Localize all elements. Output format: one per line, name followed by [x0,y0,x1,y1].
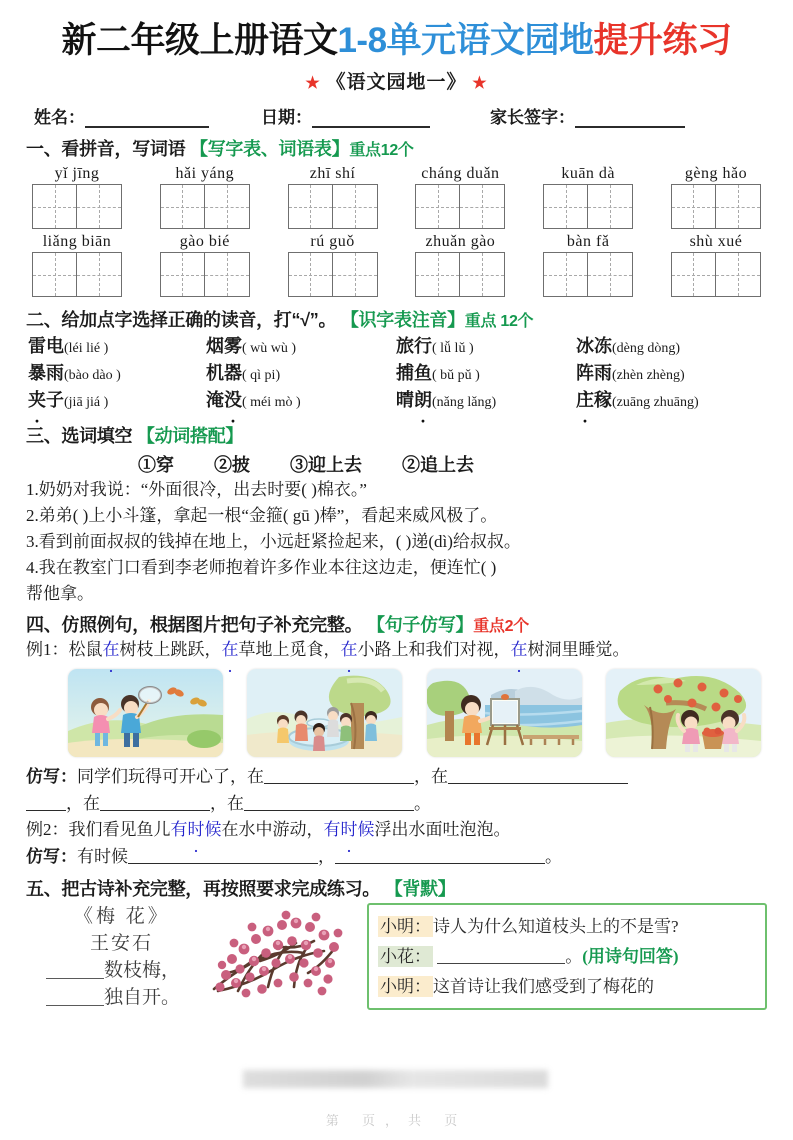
word-options-list [26,451,767,477]
section-4-tag-extra: 重点2个 [473,618,529,635]
date-label: 日期： [261,108,312,127]
pinyin-text: liǎng biān [42,233,112,250]
write-1-connector: ，在 [210,794,244,813]
choice-item[interactable] [28,388,206,415]
pinyin-cell [543,165,633,229]
section-1-tag-extra: 重点12个 [349,142,414,159]
section-5-heading [26,875,767,901]
worksheet-page [0,18,793,1140]
dotted-char: 冻 [594,336,612,356]
example-2-seg: 浮出水面吐泡泡。 [374,820,511,839]
pinyin-options: (dèng dòng) [612,341,681,356]
name-input-line[interactable] [85,111,209,128]
pinyin-cell [288,165,378,229]
pinyin-cell [160,165,250,229]
pinyin-row-2 [26,233,767,297]
pinyin-cell [32,165,122,229]
write-2-period: 。 [545,847,562,866]
pinyin-cell [32,233,122,297]
section-4-title: 四、仿照例句，根据图片把句子补充完整。 [26,615,363,635]
section-3-title: 三、选词填空 [26,426,133,446]
poem-line-2[interactable] [46,984,196,1011]
example-1-seg: 树洞里睡觉。 [527,640,630,659]
dialog-line-3 [378,972,756,1002]
signature-field-group [490,103,685,128]
title-part-2: 1-8单元语文园地 [337,21,594,60]
pinyin-text: zhuǎn gào [425,233,496,250]
pinyin-cell [415,233,505,297]
pinyin-text: cháng duǎn [421,165,500,182]
pinyin-text: gào bié [179,233,230,250]
pinyin-text: hǎi yáng [175,165,235,182]
title-part-3: 提升练习 [593,21,732,60]
student-info-row [26,103,767,128]
char-rest: 雨 [594,363,612,383]
pinyin-text: shù xué [689,233,743,250]
pinyin-options: (zhèn zhèng) [612,368,685,383]
write-2-label: 仿写： [26,847,77,866]
title-part-1: 新二年级上册语文 [61,21,338,60]
write-1-line-b [26,790,767,817]
dotted-char: 旅 [396,336,414,356]
choice-item[interactable] [206,361,396,388]
keyword-zai: 在 [102,640,120,659]
word-option[interactable]: ②追上去 [402,455,474,475]
choice-item[interactable] [576,388,699,415]
fill-question[interactable]: 4.我在教室门口看到李老师抱着许多作业本往这边走，便连忙( ) [26,558,497,577]
write-1-connector: ，在 [414,767,448,786]
dialog-box [367,903,767,1010]
pinyin-text: gèng hǎo [684,165,748,182]
choice-row [26,388,767,415]
dialog-note: (用诗句回答) [582,947,679,966]
keyword-youshihou: 有时候 [170,820,222,839]
section-4-heading [26,611,767,637]
speaker-name: 小花： [380,947,431,966]
dialog-line-2 [378,942,756,972]
picture-girls-picking-apples [606,669,761,757]
dotted-char: 阵 [576,363,594,383]
choice-item[interactable] [28,361,206,388]
pinyin-cell [160,233,250,297]
dotted-char: 雷 [28,336,46,356]
page-footer: 第 页，共 页 [325,1113,468,1128]
pinyin-text: yǐ jīng [54,165,100,182]
example-1-label: 例1： [26,640,69,659]
example-1-seg: 草地上觅食， [238,640,341,659]
signature-input-line[interactable] [575,111,685,128]
fill-question[interactable]: 3.看到前面叔叔的钱掉在地上，小远赶紧捡起来，( )递(dì)给叔叔。 [26,532,521,551]
speaker-name: 小明： [380,977,431,996]
fill-question[interactable]: 2.弟弟( )上小斗篷，拿起一根“金箍( gū )棒”，看起来威风极了。 [26,506,498,525]
choice-item[interactable] [396,361,576,388]
example-2-seg: 我们看见鱼儿 [68,820,171,839]
write-1-connector: ，在 [66,794,100,813]
char-first: 冰 [576,336,594,356]
picture-kids-at-fountain [247,669,402,757]
char-first: 淹 [206,390,224,410]
tianzige-grid[interactable] [160,184,250,229]
keyword-zai: 在 [510,640,528,659]
pinyin-options: (zuāng zhuāng) [612,395,699,410]
poem-blank[interactable] [46,987,104,1006]
section-1-title: 一、看拼音，写词语 [26,139,186,159]
speaker-name: 小明： [380,917,431,936]
tianzige-grid[interactable] [543,252,633,297]
poem-line-2-text: 独自开。 [104,987,181,1008]
picture-kids-catching-butterflies [68,669,223,757]
dotted-char: 器 [224,363,242,383]
dotted-char: 没 [224,390,242,410]
write-1-period: 。 [414,794,431,813]
tianzige-grid[interactable] [160,252,250,297]
pinyin-cell [543,233,633,297]
name-label: 姓名： [34,108,85,127]
tianzige-grid[interactable] [288,252,378,297]
choice-item[interactable] [576,334,680,361]
blurred-watermark-bar [243,1070,548,1088]
pinyin-text: kuān dà [561,165,616,182]
dialog-line-1 [378,912,756,942]
pinyin-options: ( méi mò ) [242,395,301,410]
char-rest: 雨 [46,363,64,383]
example-1-seg: 松鼠 [68,640,103,659]
example-1-seg: 小路上和我们对视， [357,640,511,659]
choice-item[interactable] [396,388,576,415]
char-rest: 鱼 [414,363,432,383]
tianzige-grid[interactable] [32,252,122,297]
tianzige-grid[interactable] [543,184,633,229]
example-2-label: 例2： [26,820,69,839]
dialog-answer-blank[interactable] [437,947,565,964]
keyword-zai: 在 [221,640,239,659]
signature-label: 家长签字： [490,108,575,127]
picture-plum-blossom-branch [198,903,353,1008]
tianzige-grid[interactable] [288,184,378,229]
illustration-row [68,669,761,757]
pinyin-options: ( wù wù ) [242,341,297,356]
write-1-blank[interactable] [448,767,628,784]
char-rest: 电 [46,336,64,356]
dialog-text: 这首诗让我们感受到了梅花的 [433,977,654,996]
poem-author: 王安石 [90,933,154,954]
choice-item[interactable] [28,334,206,361]
section-2-tag-extra: 重点 12个 [464,313,534,330]
pinyin-choice-table [26,334,767,415]
poem-line-1[interactable] [46,957,196,984]
pinyin-text: rú guǒ [310,233,355,250]
dotted-char: 暴 [28,363,46,383]
char-first: 晴 [396,390,414,410]
poem-and-dialog-area [26,903,767,1011]
example-2 [26,817,767,843]
dialog-text: 诗人为什么知道枝头上的不是雪? [433,917,679,936]
section-5-title: 五、把古诗补充完整，再按照要求完成练习。 [26,879,380,899]
write-1-blank[interactable] [100,794,210,811]
dialog-period: 。 [565,947,583,966]
char-rest: 稼 [594,390,612,410]
char-first: 机 [206,363,224,383]
write-1-blank[interactable] [244,794,414,811]
write-2-blank[interactable] [128,847,318,864]
write-1-blank[interactable] [26,794,66,811]
choice-item[interactable] [396,334,576,361]
word-option[interactable]: ①穿 [138,455,174,475]
pinyin-text: zhī shí [309,165,356,182]
tianzige-grid[interactable] [415,184,505,229]
section-5-tag: 【背默】 [384,879,456,899]
tianzige-grid[interactable] [671,252,761,297]
date-field-group [261,103,430,128]
keyword-youshihou: 有时候 [323,820,375,839]
section-2-title: 二、给加点字选择正确的读音，打“√”。 [26,310,337,330]
pinyin-options: (jiā jiá ) [64,395,109,410]
write-2-blank[interactable] [335,847,545,864]
example-2-seg: 在水中游动， [221,820,324,839]
char-rest: 行 [414,336,432,356]
choice-row [26,334,767,361]
section-3-tag: 【动词搭配】 [136,426,244,446]
dotted-char: 庄 [576,390,594,410]
pinyin-options: ( lǚ lǔ ) [432,341,474,356]
choice-row [26,361,767,388]
write-1-blank[interactable] [264,767,414,784]
pinyin-options: ( qì pi) [242,368,281,383]
dotted-char: 朗 [414,390,432,410]
char-first: 烟 [206,336,224,356]
name-field-group [34,103,209,128]
word-option[interactable]: ③迎上去 [290,455,362,475]
section-2-tag: 【识字表注音】 [340,310,465,330]
pinyin-options: (bào dào ) [64,368,121,383]
subtitle-text: 《语文园地一》 [326,72,467,93]
picture-girl-painting-by-lake [427,669,582,757]
pinyin-options: (nǎng lǎng) [432,395,497,410]
dotted-char: 捕 [396,363,414,383]
poem-block [26,903,196,1011]
pinyin-cell [415,165,505,229]
star-left-icon: ★ [305,75,321,92]
section-4-tag: 【句子仿写】 [367,615,474,635]
example-1-seg: 树枝上跳跃， [119,640,222,659]
write-1-prompt: 同学们玩得可开心了，在 [77,767,264,786]
pinyin-cell [671,165,761,229]
page-title [26,18,767,64]
choice-item[interactable] [206,388,396,415]
choice-item[interactable] [576,361,685,388]
dotted-char: 夹 [28,390,46,410]
fill-question[interactable]: 1.奶奶对我说：“外面很冷，出去时要( )棉衣。” [26,480,367,499]
poem-blank[interactable] [46,960,104,979]
tianzige-grid[interactable] [415,252,505,297]
pinyin-cell [288,233,378,297]
pinyin-text: bàn fǎ [566,233,610,250]
write-2-prompt: 有时候 [77,847,128,866]
section-1-tag: 【写字表、词语表】 [190,139,350,159]
keyword-zai: 在 [340,640,358,659]
star-right-icon: ★ [472,75,488,92]
example-1 [26,637,767,663]
section-1-heading [26,135,767,161]
write-2-connector: ， [318,847,335,866]
word-option[interactable]: ②披 [214,455,250,475]
dotted-char: 雾 [224,336,242,356]
pinyin-options: (léi lié ) [64,341,109,356]
page-subtitle [26,67,767,94]
char-rest: 子 [46,390,64,410]
section-2-heading [26,306,767,332]
tianzige-grid[interactable] [32,184,122,229]
write-2-line [26,843,767,870]
write-1-label: 仿写： [26,767,77,786]
date-input-line[interactable] [312,111,430,128]
choice-item[interactable] [206,334,396,361]
write-1-line-a [26,763,767,790]
fill-question-cont: 帮他拿。 [26,584,94,603]
poem-title: 《梅 花》 [74,906,170,927]
pinyin-options: ( bǔ pǔ ) [432,368,480,383]
poem-line-1-text: 数枝梅， [104,960,181,981]
section-3-heading [26,422,767,448]
tianzige-grid[interactable] [671,184,761,229]
pinyin-cell [671,233,761,297]
pinyin-row-1 [26,165,767,229]
